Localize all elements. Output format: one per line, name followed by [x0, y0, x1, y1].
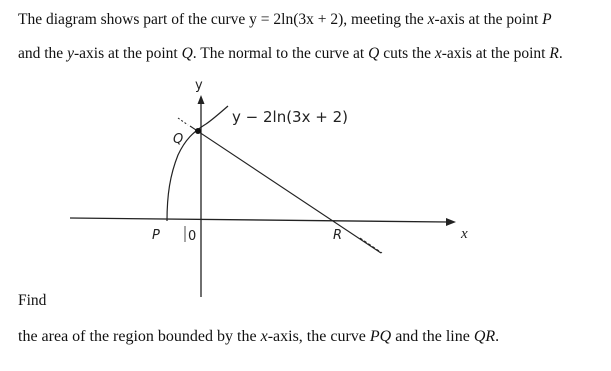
- line2-lead: and the: [18, 45, 68, 62]
- point-q: Q: [181, 45, 193, 62]
- x-axis-var: x: [427, 11, 435, 28]
- task-tail: .: [495, 328, 500, 345]
- y-axis-var: y: [67, 45, 74, 62]
- point-q-dot: [195, 128, 201, 134]
- y-axis-label: y: [195, 78, 203, 93]
- task-line: [18, 328, 499, 346]
- task-lead: the area of the region bounded by the: [18, 328, 261, 345]
- point-q-2: Q: [368, 45, 380, 62]
- line2-mid3: cuts the: [379, 45, 435, 62]
- line1-lead: The diagram shows part of the curve: [18, 11, 250, 28]
- normal-line-qr: [190, 126, 381, 253]
- point-r: R: [549, 45, 559, 62]
- label-p: P: [152, 228, 160, 243]
- x-axis: [70, 218, 448, 222]
- normal-line-ext-bottom: [360, 238, 382, 253]
- point-p: P: [542, 11, 552, 28]
- line2-mid2: . The normal to the curve at: [192, 45, 369, 62]
- y-axis-arrow: [198, 95, 205, 104]
- label-origin: 0: [188, 229, 197, 244]
- normal-line-ext-top: [178, 118, 188, 125]
- line1-tail: -axis at the point: [434, 11, 543, 28]
- line2-mid1: -axis at the point: [73, 45, 182, 62]
- task-mid2: and the line: [391, 328, 474, 345]
- x-axis-var-2: x: [434, 45, 442, 62]
- task-x-var: x: [260, 328, 268, 345]
- line2-mid4: -axis at the point: [441, 45, 550, 62]
- curve-equation: y = 2ln(3x + 2): [249, 11, 344, 28]
- task-curve-pq: PQ: [369, 328, 392, 345]
- line1-mid: , meeting the: [343, 11, 428, 28]
- find-heading: Find: [18, 292, 47, 309]
- x-axis-arrow: [446, 218, 456, 226]
- task-mid1: -axis, the curve: [267, 328, 370, 345]
- task-line-qr: QR: [473, 328, 496, 345]
- x-axis-label: x: [461, 226, 468, 242]
- curve-pq: [167, 106, 228, 221]
- curve-equation-label: y − 2ln(3x + 2): [232, 108, 348, 126]
- label-q: Q: [173, 132, 184, 147]
- line2-tail: .: [558, 45, 563, 62]
- label-r: R: [333, 228, 343, 243]
